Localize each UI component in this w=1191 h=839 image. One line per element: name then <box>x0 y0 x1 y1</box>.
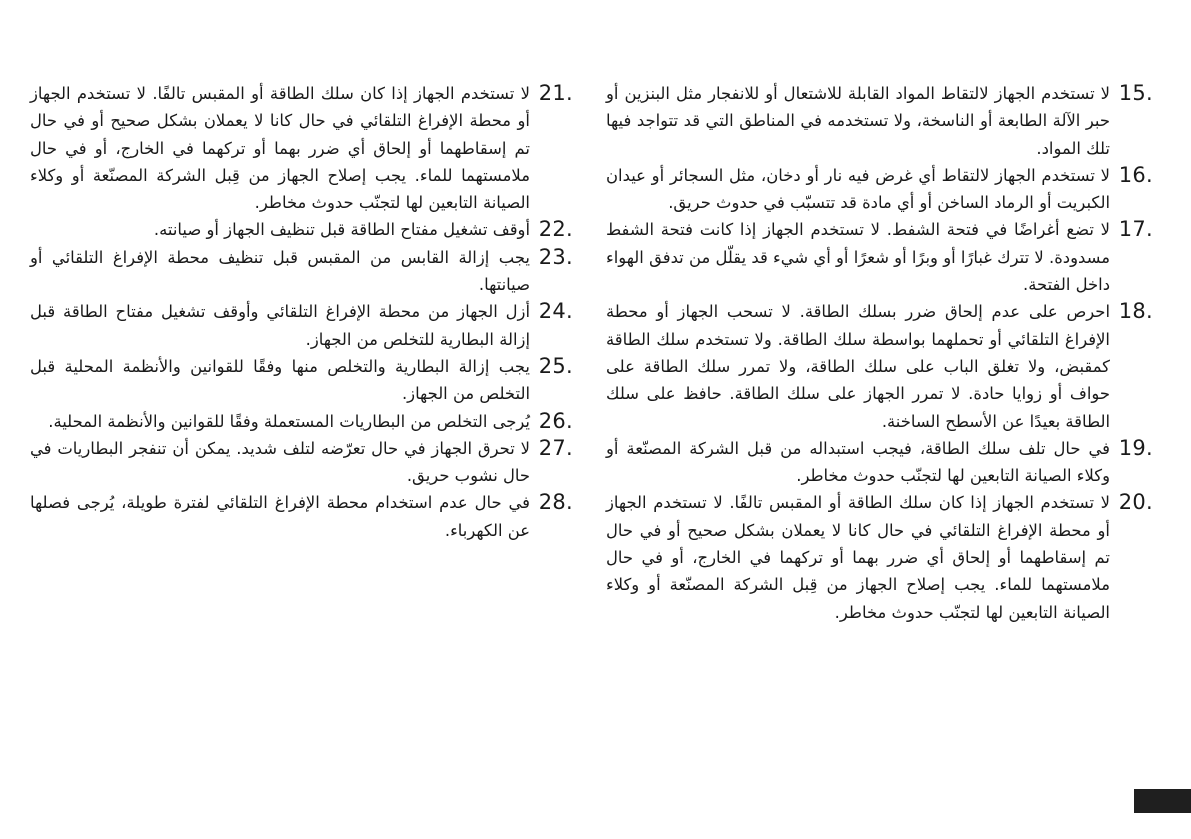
item-number: 26. <box>538 408 573 433</box>
list-item <box>30 353 573 408</box>
list-item <box>606 80 1153 162</box>
item-number: 23. <box>538 244 573 269</box>
item-number: 24. <box>538 299 573 324</box>
item-text: في حال تلف سلك الطاقة، فيجب استبداله من قبل الشركة المصنّعة أو وكلاء الصيانة التابعين لها لتجنّب حدوث مخاطر. <box>606 438 1110 486</box>
item-text: لا تستخدم الجهاز إذا كان سلك الطاقة أو المقبس تالفًا. لا تستخدم الجهاز أو محطة الإفراغ التلقائي في حال كانا لا يعملان بشكل صحيح أو في حال تم إسقاطهما أو إلحاق أي ضرر بهما أو تركهما في الخارج، أو في حال ملامستهما للماء. يجب إصلاح الجهاز من قِبل الشركة المصنّعة أو وكلاء الصيانة التابعين لها لتجنّب حدوث مخاطر. <box>606 493 1110 622</box>
item-text: احرص على عدم إلحاق ضرر بسلك الطاقة. لا تسحب الجهاز أو محطة الإفراغ التلقائي أو تحملهما بواسطة سلك الطاقة. ولا تستخدم سلك الطاقة كمقبض، ولا تغلق الباب على سلك الطاقة، ولا تمرر سلك الطاقة على حواف أو زوايا حادة. لا تمرر الجهاز على سلك الطاقة. حافظ على سلك الطاقة بعيدًا عن الأسطح الساخنة. <box>606 302 1110 431</box>
list-item <box>606 162 1153 217</box>
item-text: أوقف تشغيل مفتاح الطاقة قبل تنظيف الجهاز أو صيانته. <box>153 220 530 240</box>
item-text: لا تحرق الجهاز في حال تعرّضه لتلف شديد. يمكن أن تنفجر البطاريات في حال نشوب حريق. <box>30 438 530 486</box>
list-item <box>30 489 573 544</box>
item-number: 27. <box>538 435 573 460</box>
item-number: 15. <box>1118 81 1153 105</box>
list-item <box>606 435 1153 490</box>
item-text: في حال عدم استخدام محطة الإفراغ التلقائي لفترة طويلة، يُرجى فصلها عن الكهرباء. <box>30 493 530 540</box>
item-text: لا تضع أغراضًا في فتحة الشفط. لا تستخدم الجهاز إذا كانت فتحة الشفط مسدودة. لا تترك غبارًا أو وبرًا أو شعرًا أو أي شيء قد يقلّل من تدفق الهواء داخل الفتحة. <box>606 220 1110 295</box>
item-number: 17. <box>1118 217 1153 242</box>
item-text: لا تستخدم الجهاز إذا كان سلك الطاقة أو المقبس تالفًا. لا تستخدم الجهاز أو محطة الإفراغ التلقائي في حال كانا لا يعملان بشكل صحيح أو في حال تم إسقاطهما أو إلحاق أي ضرر بهما أو تركهما في الخارج، أو في حال ملامستهما للماء. يجب إصلاح الجهاز من قِبل الشركة المصنّعة أو وكلاء الصيانة التابعين لها لتجنّب حدوث مخاطر. <box>30 84 530 213</box>
item-number: 21. <box>538 81 573 105</box>
item-number: 16. <box>1118 162 1153 187</box>
list-item <box>606 489 1153 625</box>
right-column <box>606 80 1153 626</box>
item-text: يُرجى التخلص من البطاريات المستعملة وفقًا للقوانين والأنظمة المحلية. <box>48 411 530 431</box>
item-text: لا تستخدم الجهاز لالتقاط المواد القابلة للاشتعال أو للانفجار مثل البنزين أو حبر الآلة الطابعة أو الناسخة، ولا تستخدمه في المناطق التي قد تتواجد فيها تلك المواد. <box>606 84 1110 158</box>
list-item <box>606 216 1153 298</box>
list-item <box>30 408 573 435</box>
item-text: يجب إزالة البطارية والتخلص منها وفقًا للقوانين والأنظمة المحلية قبل التخلص من الجهاز. <box>30 356 530 404</box>
item-number: 19. <box>1118 435 1153 460</box>
page-edge-tab <box>1134 789 1191 813</box>
list-item <box>30 244 573 299</box>
left-column <box>30 80 573 544</box>
list-item <box>606 298 1153 434</box>
list-item <box>30 216 573 243</box>
item-number: 20. <box>1118 490 1153 515</box>
list-item <box>30 298 573 353</box>
item-text: يجب إزالة القابس من المقبس قبل تنظيف محطة الإفراغ التلقائي أو صيانتها. <box>30 247 530 295</box>
item-number: 25. <box>538 353 573 378</box>
item-number: 28. <box>538 490 573 515</box>
item-text: أزل الجهاز من محطة الإفراغ التلقائي وأوقف تشغيل مفتاح الطاقة قبل إزالة البطارية للتخلص من الجهاز. <box>30 302 530 349</box>
list-item <box>30 435 573 490</box>
item-number: 18. <box>1118 299 1153 324</box>
item-number: 22. <box>538 217 573 242</box>
item-text: لا تستخدم الجهاز لالتقاط أي غرض فيه نار أو دخان، مثل السجائر أو عيدان الكبريت أو الرماد الساخن أو أي مادة قد تتسبّب في حدوث حريق. <box>606 165 1110 213</box>
list-item <box>30 80 573 216</box>
